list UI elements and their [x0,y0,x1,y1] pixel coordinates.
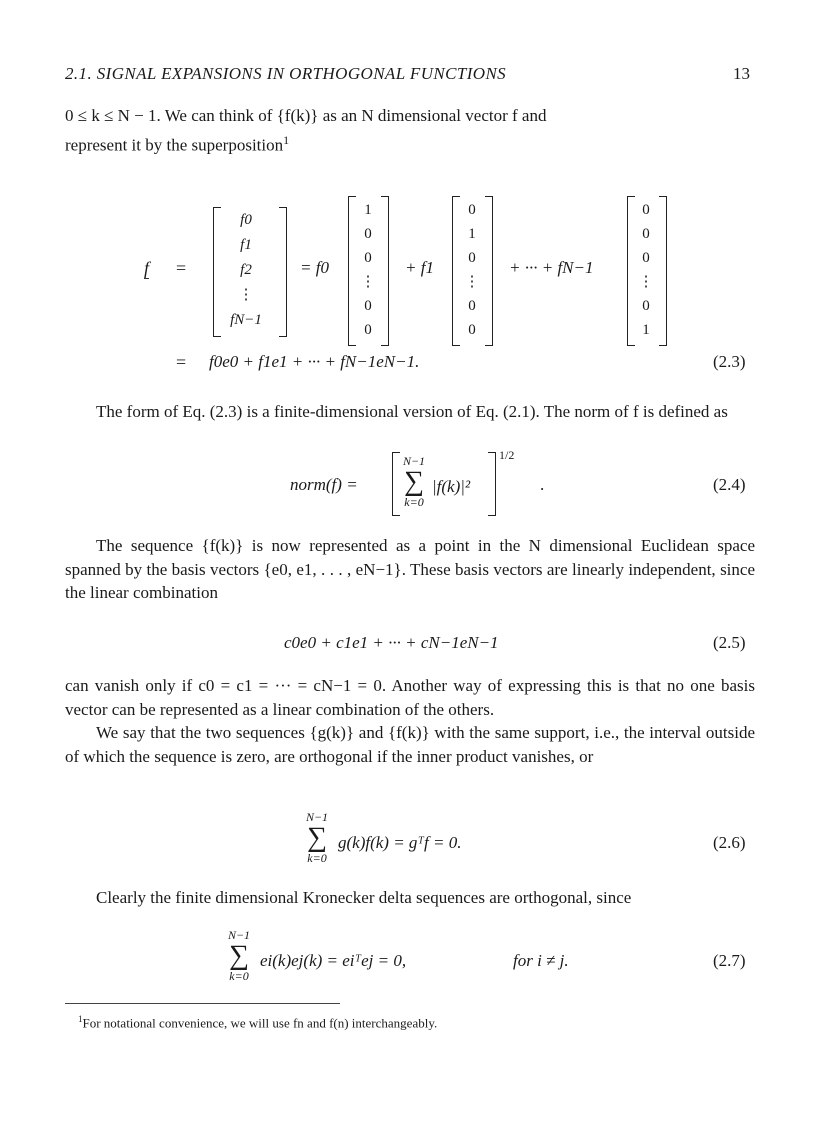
eN-1-entry: 1 [642,322,650,338]
e0-entry: ⋮ [360,274,376,290]
e0-left-bracket [348,196,356,346]
eq-2-7-condition: for i ≠ j. [513,951,569,970]
e1-entry: 0 [468,322,476,338]
eq-2-6-expression: g(k)f(k) = gᵀf = 0. [338,833,462,852]
eq-2-5-number: (2.5) [713,633,746,652]
plus-dots-fN-1: + ··· + fN−1 [509,258,594,277]
eq-2-3-expansion: f0e0 + f1e1 + ··· + fN−1eN−1. [209,352,420,371]
vector-f-entry: f2 [240,262,252,278]
eq-2-4-right-bracket [488,452,496,516]
vector-f-entry: f0 [240,212,252,228]
eq-2-6-sum [300,811,334,865]
footnote-rule [65,1003,340,1004]
eN-1-entry: 0 [642,226,650,242]
footnote-ref: 1 [283,133,290,147]
eN-1-entry: 0 [642,202,650,218]
intro-line-2 [65,128,289,158]
e0-entry: 0 [364,250,372,266]
paragraph-independence: can vanish only if c0 = c1 = ··· = cN−1 = 0. Another way of expressing this is that no one basis vector can be represented as a linear combination of the others. [65,676,755,719]
e1-left-bracket [452,196,460,346]
e1-entry: 0 [468,250,476,266]
sum-lower-limit: k=0 [229,969,249,983]
intro-line-1: 0 ≤ k ≤ N − 1. We can think of {f(k)} as an N dimensional vector f and [65,106,547,125]
page-number: 13 [733,64,750,83]
eq-2-4-lhs: norm(f) = [290,475,358,494]
sum-upper-limit: N−1 [402,454,426,468]
eN-1-entry: 0 [642,298,650,314]
eq-2-6-number: (2.6) [713,833,746,852]
e0-entry: 0 [364,226,372,242]
paragraph-basis: The sequence {f(k)} is now represented as a point in the N dimensional Euclidean space spanned by the basis vectors {e0, e1, . . . , eN−1}. These basis vectors are linearly independent, since the linear combination [65,536,755,602]
sum-lower-limit: k=0 [307,851,327,865]
eq-2-7-sum [222,929,256,983]
vector-f-entry: fN−1 [230,312,262,328]
e1-entry: ⋮ [464,274,480,290]
paragraph-orthogonal: We say that the two sequences {g(k)} and {f(k)} with the same support, i.e., the interval outside of which the sequence is zero, are orthogonal if the inner product vanishes, or [65,723,755,766]
sum-sigma-symbol: ∑ [229,940,249,971]
eN-1-entry: 0 [642,250,650,266]
e1-entry: 0 [468,202,476,218]
eq-2-4-sum [399,455,429,509]
eN-1-entry: ⋮ [638,274,654,290]
eq-2-3-lhs [144,258,149,279]
eN-1-right-bracket [659,196,667,346]
eq-2-7-number: (2.7) [713,951,746,970]
eq-2-3-number: (2.3) [713,352,746,371]
vector-f-entry: f1 [240,237,252,253]
eq-2-4-period: . [540,475,545,494]
e1-entry: 1 [468,226,476,242]
e0-entry: 1 [364,202,372,218]
paragraph-kronecker: Clearly the finite dimensional Kronecker delta sequences are orthogonal, since [96,888,632,907]
eq-2-4-summand: |f(k)|² [432,477,471,496]
basis-vector-eN-1 [634,198,658,342]
e0-right-bracket [381,196,389,346]
e0-entry: 0 [364,322,372,338]
eq-2-7-expression: ei(k)ej(k) = eiᵀej = 0, [260,951,407,970]
sum-lower-limit: k=0 [404,495,424,509]
footnote-mark: 1 [78,1014,83,1024]
basis-vector-e0 [356,198,380,342]
vector-f-right-bracket [279,207,287,337]
sum-upper-limit: N−1 [305,810,329,824]
eq-2-4-exponent: 1/2 [499,448,515,462]
eq-2-3-equals: = [176,258,187,278]
coefficient-f0: = f0 [300,258,329,277]
vector-f-entry: ⋮ [238,287,254,303]
sum-upper-limit: N−1 [227,928,251,942]
basis-vector-e1 [460,198,484,342]
vector-f [226,208,266,333]
footnote-text: For notational convenience, we will use fn and f(n) interchangeably. [82,1015,438,1031]
e1-right-bracket [485,196,493,346]
plus-f1: + f1 [405,258,434,277]
eq-2-5-expression: c0e0 + c1e1 + ··· + cN−1eN−1 [284,633,499,652]
eq-2-4-number: (2.4) [713,475,746,494]
sum-sigma-symbol: ∑ [307,822,327,853]
paragraph-norm: The form of Eq. (2.3) is a finite-dimensional version of Eq. (2.1). The norm of f is defined as [96,402,728,421]
vector-f-left-bracket [213,207,221,337]
e1-entry: 0 [468,298,476,314]
intro-line-2-text: represent it by the superposition [65,135,284,155]
e0-entry: 0 [364,298,372,314]
footnote [78,1010,437,1032]
vector-f-symbol: f [144,258,150,278]
sum-sigma-symbol: ∑ [404,466,424,497]
running-header: 2.1. SIGNAL EXPANSIONS IN ORTHOGONAL FUNCTIONS [65,64,507,83]
eq-2-3-equals-2: = [176,352,187,372]
